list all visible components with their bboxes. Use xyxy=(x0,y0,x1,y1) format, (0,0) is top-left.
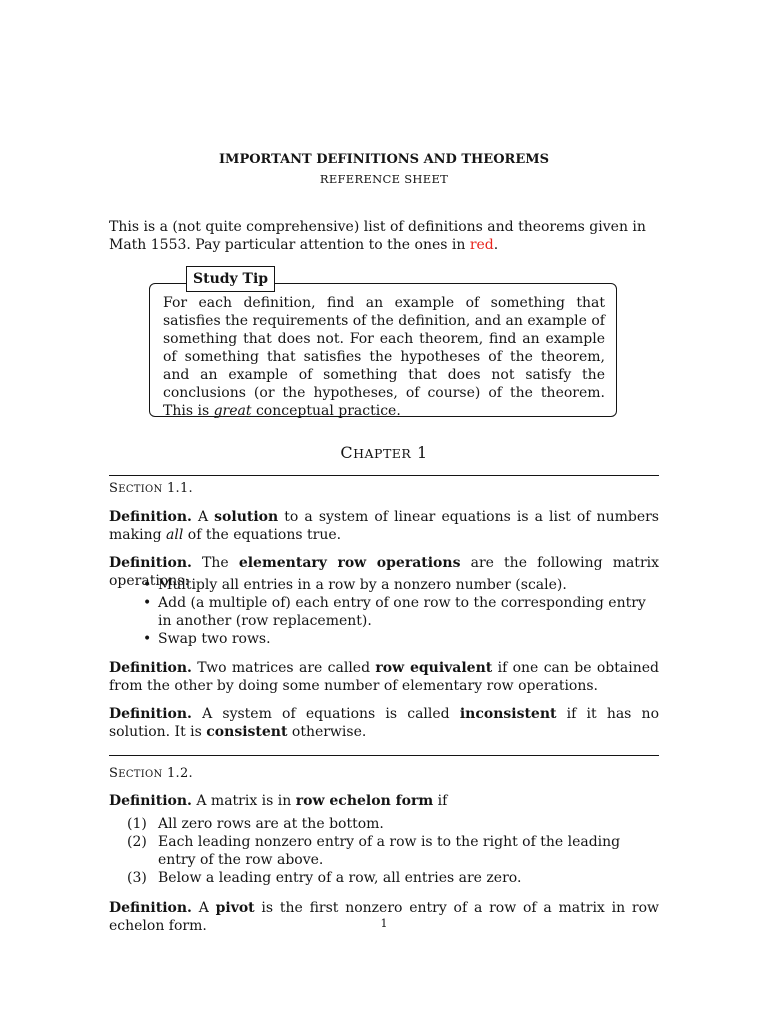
list-item xyxy=(127,869,659,887)
intro-text: This is a (not quite comprehensive) list of definitions and theorems given in Math 1553. Pay particular attention to the ones in xyxy=(109,219,646,253)
intro-paragraph xyxy=(109,218,659,254)
section-number: 1.1. xyxy=(166,481,193,496)
definition-text: to a system of linear equations is a list of numbers making xyxy=(109,509,659,543)
definition-row-echelon-form xyxy=(109,792,659,810)
list-item: • Multiply all entries in a row by a nonzero number (scale). xyxy=(143,576,659,594)
section-word: ECTION xyxy=(118,484,163,495)
defined-term: inconsistent xyxy=(459,706,557,722)
list-item-text: All zero rows are at the bottom. xyxy=(158,816,384,832)
defined-term: consistent xyxy=(206,724,288,740)
definition-text: otherwise. xyxy=(287,724,367,740)
section-divider xyxy=(109,755,659,756)
echelon-conditions-list xyxy=(127,815,659,887)
definition-text: The xyxy=(191,555,239,571)
document-title: IMPORTANT DEFINITIONS AND THEOREMS xyxy=(218,152,550,167)
chapter-number: 1 xyxy=(416,443,428,462)
document-subtitle: REFERENCE SHEET xyxy=(319,172,449,186)
definition-label: Definition. xyxy=(109,555,192,571)
study-tip-emphasis: great xyxy=(213,403,252,419)
list-number: (3) xyxy=(127,870,147,886)
list-number: (2) xyxy=(127,834,147,850)
page-number: 1 xyxy=(380,917,388,930)
defined-term: elementary row operations xyxy=(238,555,461,571)
section-word: ECTION xyxy=(118,769,163,780)
defined-term: row echelon form xyxy=(295,793,434,809)
list-item-text: Each leading nonzero entry of a row is to the right of the leading entry of the row above. xyxy=(158,834,621,868)
chapter-initial: C xyxy=(340,443,354,462)
list-item xyxy=(127,833,659,869)
definition-text: of the equations true. xyxy=(183,527,342,543)
chapter-heading xyxy=(109,444,659,463)
definition-label: Definition. xyxy=(109,793,192,809)
study-tip-text-start: For each definition, find an example of something that satisfies the requirements of the definition, and an example of something that does not. For each theorem, find an example of something that satisfies the hypotheses of the theorem, and an example of something that does not satisfy the conclusions (or the hypotheses, of course) of the theorem. This is xyxy=(163,295,605,419)
definition-label: Definition. xyxy=(109,509,192,525)
definition-label: Definition. xyxy=(109,660,192,676)
section-heading-1-1 xyxy=(109,480,193,499)
intro-text-end: . xyxy=(493,237,499,253)
definition-text: A system of equations is called xyxy=(191,706,460,722)
defined-term: pivot xyxy=(215,900,255,916)
definition-text: are the following matrix operations: xyxy=(109,555,660,589)
list-item-text: Below a leading entry of a row, all entries are zero. xyxy=(158,870,522,886)
list-item: • Swap two rows. xyxy=(143,630,659,648)
study-tip-text-end: conceptual practice. xyxy=(251,403,401,419)
definition-emphasis: all xyxy=(166,527,184,543)
list-item: • Add (a multiple of) each entry of one row to the corresponding entry in another (row replacement). xyxy=(143,594,659,630)
defined-term: row equivalent xyxy=(375,660,493,676)
definition-text: if one can be obtained from the other by doing some number of elementary row operations. xyxy=(109,660,659,694)
definition-text: A xyxy=(191,900,216,916)
section-initial: S xyxy=(109,766,119,781)
definition-inconsistent xyxy=(109,705,659,741)
definition-label: Definition. xyxy=(109,706,192,722)
chapter-word: HAPTER xyxy=(353,446,412,461)
definition-label: Definition. xyxy=(109,900,192,916)
definition-text: is the first nonzero entry of a row of a matrix in row echelon form. xyxy=(109,900,659,934)
intro-red-word: red xyxy=(469,237,494,253)
list-item xyxy=(127,815,659,833)
study-tip-text xyxy=(163,294,605,420)
list-number: (1) xyxy=(127,816,147,832)
section-heading-1-2 xyxy=(109,765,193,784)
defined-term: solution xyxy=(214,509,279,525)
section-initial: S xyxy=(109,481,119,496)
definition-solution xyxy=(109,508,659,544)
definition-text: if it has no solution. It is xyxy=(109,706,660,740)
study-tip-label: Study Tip xyxy=(186,266,275,292)
document-page xyxy=(109,0,659,1024)
definition-row-equivalent xyxy=(109,659,659,695)
section-divider xyxy=(109,475,659,476)
definition-text: A matrix is in xyxy=(191,793,296,809)
row-operations-list xyxy=(143,576,659,648)
definition-text: A xyxy=(191,509,215,525)
section-number: 1.2. xyxy=(166,766,193,781)
definition-text: Two matrices are called xyxy=(191,660,376,676)
definition-text: if xyxy=(433,793,448,809)
